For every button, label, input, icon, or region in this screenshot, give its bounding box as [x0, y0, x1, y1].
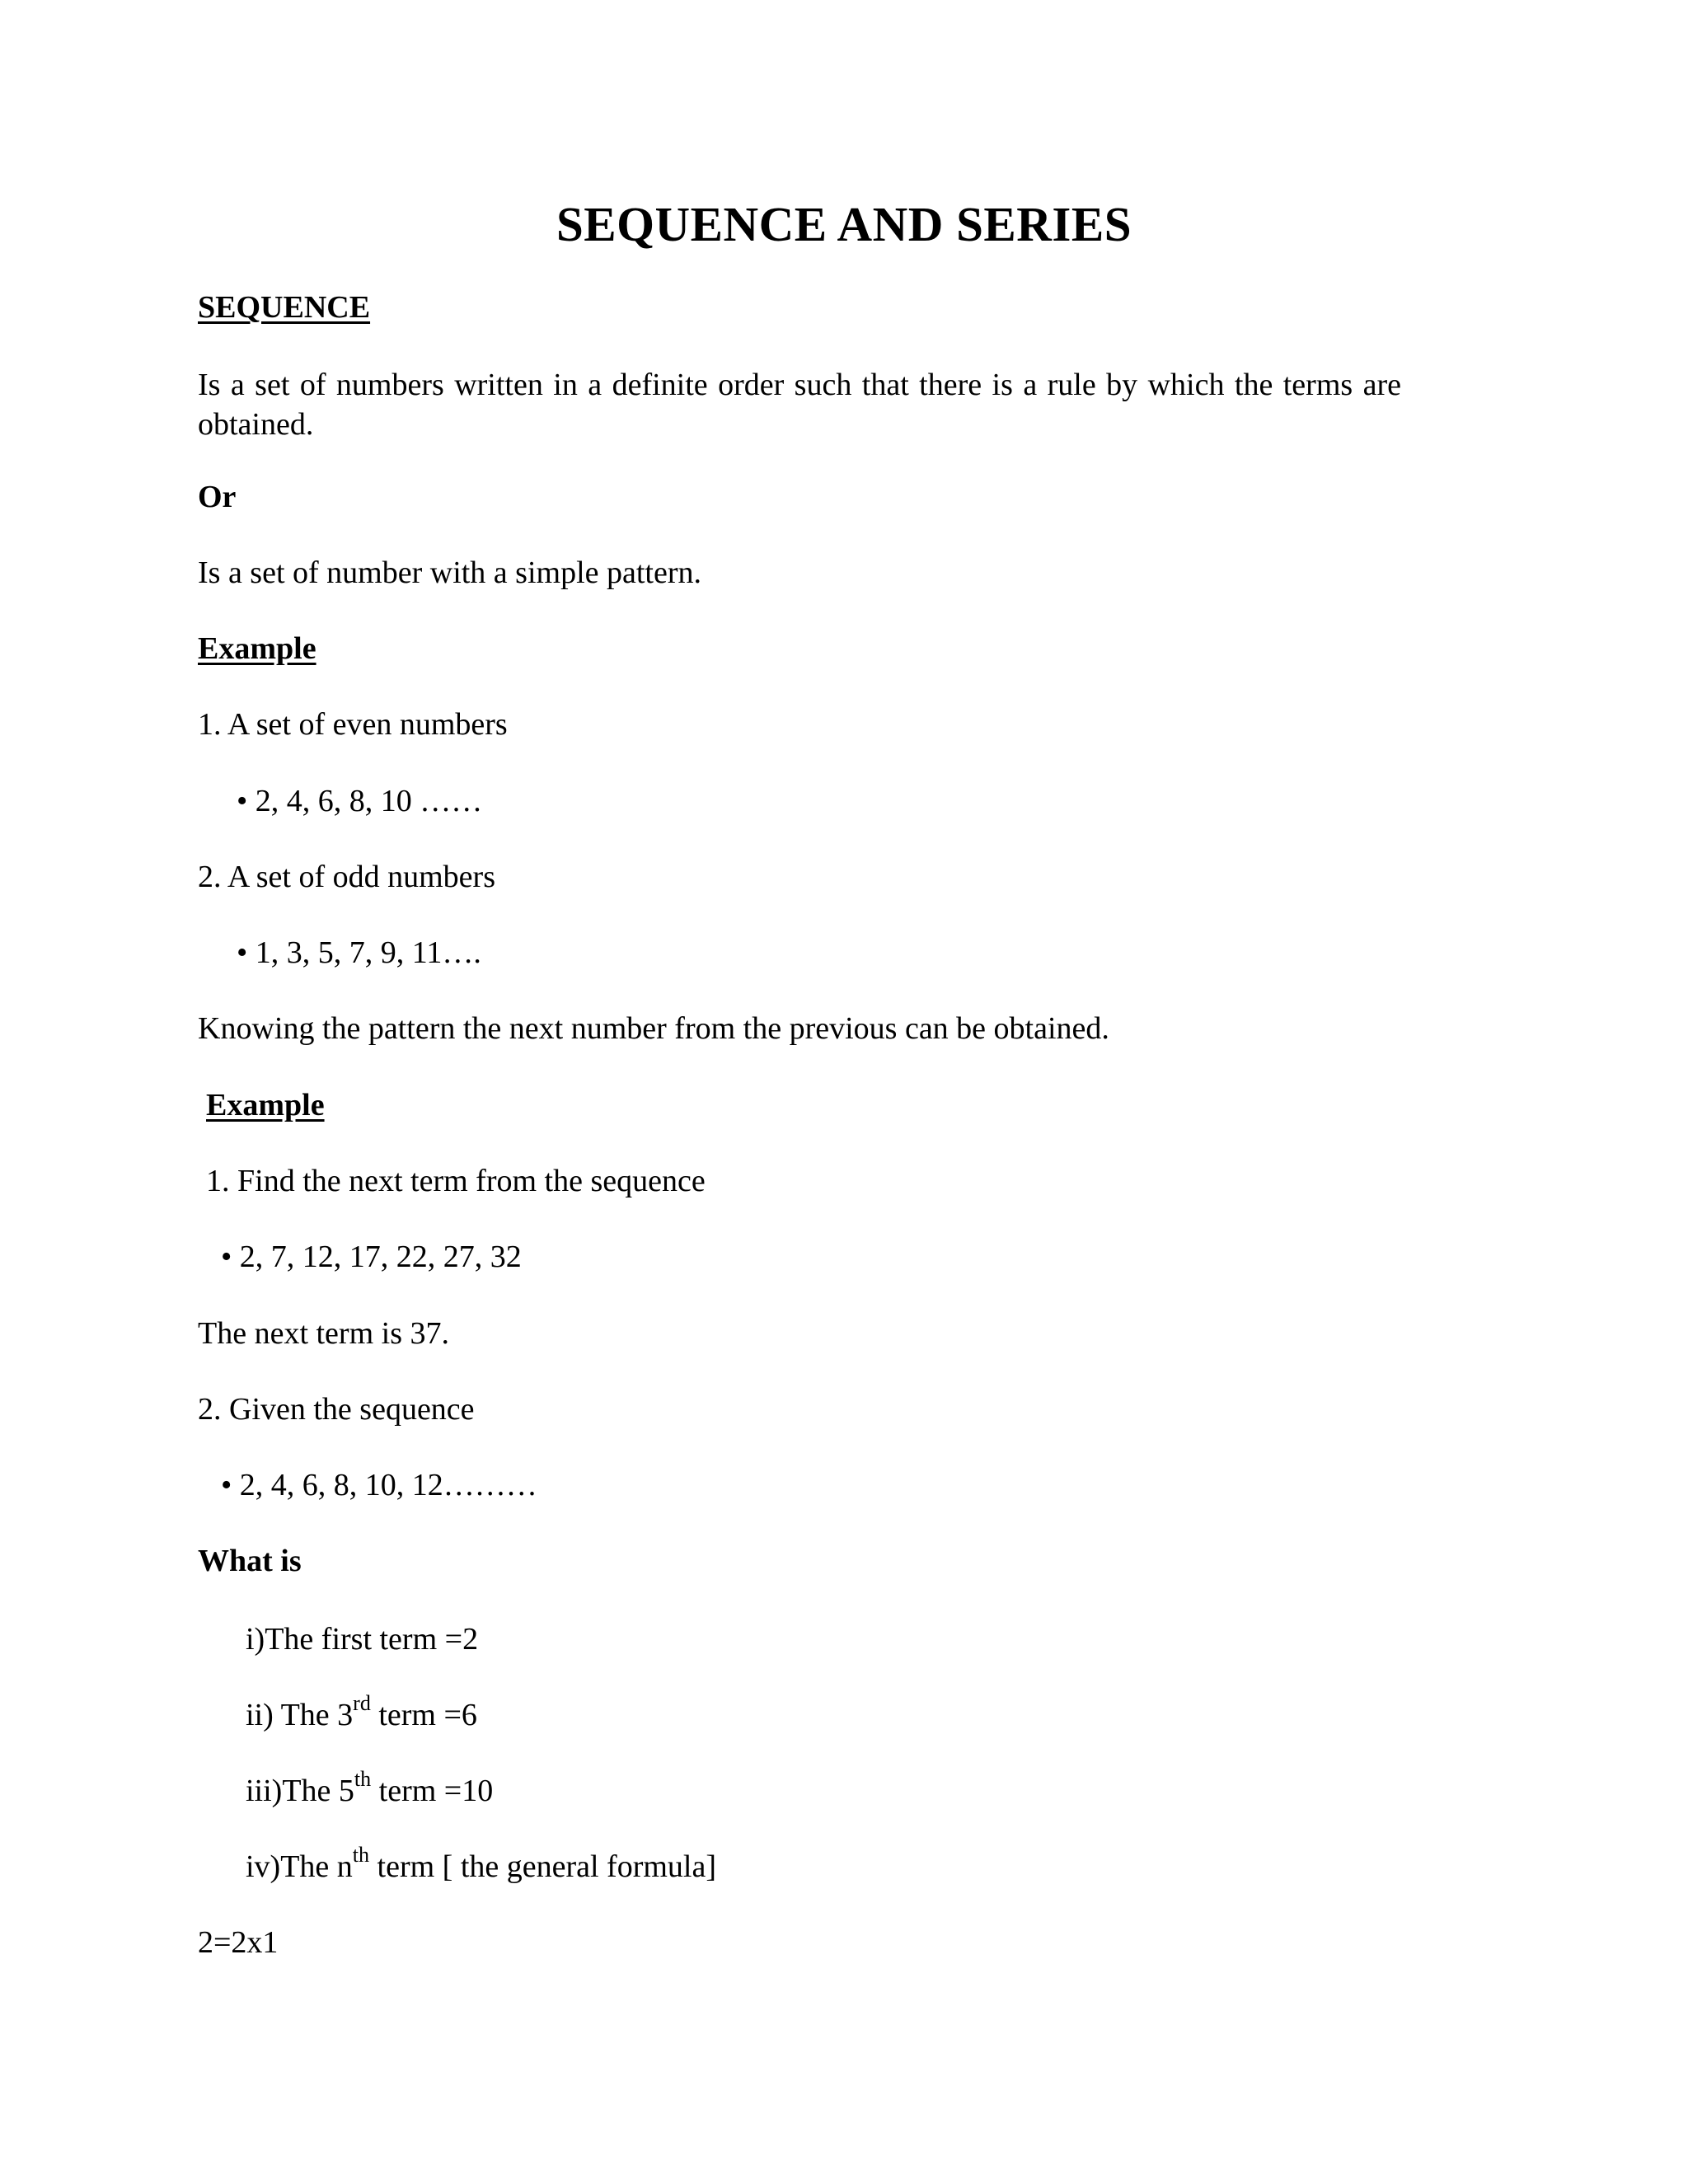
term-ii-suffix: term =6 — [370, 1698, 477, 1732]
term-iii-text: iii)The 5 — [246, 1774, 354, 1808]
example-1-item-1-values: • 2, 4, 6, 8, 10 …… — [237, 784, 483, 818]
calculation-line: 2=2x1 — [198, 1925, 279, 1960]
example-2-question-1-answer: The next term is 37. — [198, 1316, 449, 1351]
or-label: Or — [198, 480, 237, 514]
page-title: SEQUENCE AND SERIES — [556, 197, 1132, 251]
term-iv-superscript: th — [352, 1843, 370, 1868]
term-iv — [246, 1843, 716, 1886]
term-ii-superscript: rd — [353, 1691, 371, 1716]
term-i: i)The first term =2 — [246, 1622, 479, 1657]
example-2-question-1-label: 1. Find the next term from the sequence — [206, 1164, 706, 1198]
pattern-note: Knowing the pattern the next number from the previous can be obtained. — [198, 1011, 1109, 1046]
definition-paragraph-2: Is a set of number with a simple pattern. — [198, 555, 702, 590]
definition-paragraph-1: Is a set of numbers written in a definite order such that there is a rule by which the terms are obtained. — [198, 368, 1401, 442]
term-ii — [246, 1691, 477, 1734]
term-iii — [246, 1767, 494, 1810]
what-is-label: What is — [198, 1544, 302, 1578]
example-1-item-1-label: 1. A set of even numbers — [198, 707, 508, 742]
example-1-item-2-values: • 1, 3, 5, 7, 9, 11…. — [237, 935, 481, 970]
term-iii-superscript: th — [354, 1767, 372, 1792]
term-iv-text: iv)The n — [246, 1849, 353, 1884]
term-ii-text: ii) The 3 — [246, 1698, 354, 1732]
term-iii-suffix: term =10 — [371, 1774, 494, 1808]
example-2-question-2-values: • 2, 4, 6, 8, 10, 12……… — [221, 1468, 537, 1502]
sequence-heading: SEQUENCE — [198, 290, 371, 325]
example-heading-2: Example — [206, 1088, 325, 1122]
example-2-question-1-values: • 2, 7, 12, 17, 22, 27, 32 — [221, 1240, 522, 1274]
example-heading-1: Example — [198, 631, 316, 666]
term-iv-suffix: term [ the general formula] — [369, 1849, 716, 1884]
example-2-question-2-label: 2. Given the sequence — [198, 1392, 475, 1427]
example-1-item-2-label: 2. A set of odd numbers — [198, 860, 495, 894]
